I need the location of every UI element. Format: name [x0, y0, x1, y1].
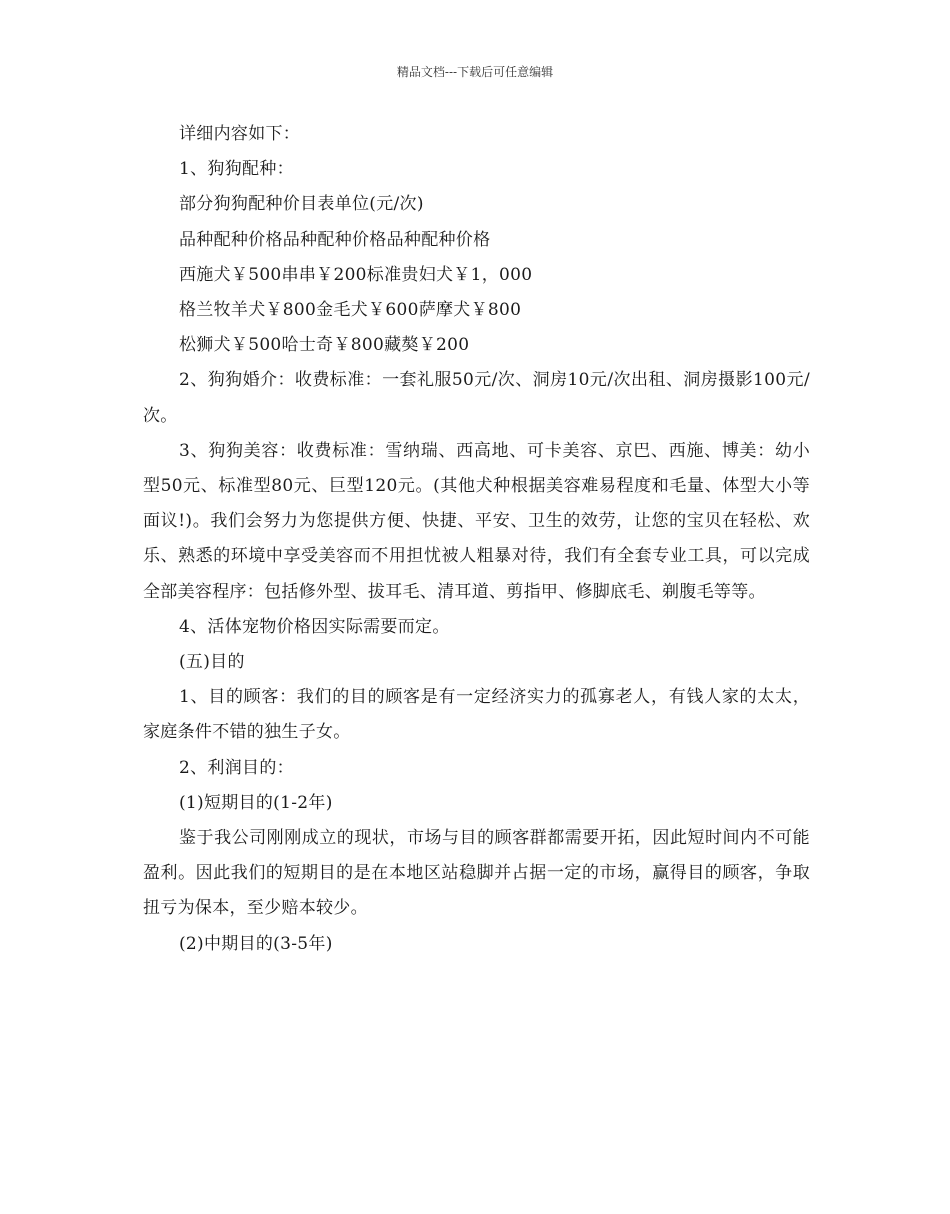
page-header: 精品文档---下载后可任意编辑: [396, 65, 554, 79]
paragraph-dog-grooming: 3、狗狗美容：收费标准：雪纳瑞、西高地、可卡美容、京巴、西施、博美：幼小型50元、标准型80元、巨型120元。(其他犬种根据美容难易程度和毛量、体型大小等面议!)。我们会努力为您提供方便、快捷、平安、卫生的效劳，让您的宝贝在轻松、欢乐、熟悉的环境中享受美容而不用担忧被人粗暴对待，我们有全套专业工具，可以完成全部美容程序：包括修外型、拔耳毛、清耳道、剪指甲、修脚底毛、剃腹毛等等。: [143, 440, 810, 602]
paragraph-target-customers: 1、目的顾客：我们的目的顾客是有一定经济实力的孤寡老人，有钱人家的太太，家庭条件不错的独生子女。: [143, 687, 810, 743]
heading-dog-breeding: 1、狗狗配种：: [179, 159, 294, 180]
paragraph-intro: 详细内容如下：: [179, 124, 301, 144]
heading-mid-term-goal: (2)中期目的(3-5年): [179, 933, 333, 954]
paragraph-live-pet-pricing: 4、活体宠物价格因实际需要而定。: [179, 616, 450, 637]
price-table-row: 西施犬￥500串串￥200标准贵妇犬￥1，000: [179, 264, 533, 285]
price-table-row: 格兰牧羊犬￥800金毛犬￥600萨摩犬￥800: [179, 300, 522, 321]
price-table-caption: 部分狗狗配种价目表单位(元/次): [179, 194, 424, 215]
heading-short-term-goal: (1)短期目的(1-2年): [179, 792, 333, 813]
paragraph-dog-matchmaking: 2、狗狗婚介：收费标准：一套礼服50元/次、洞房10元/次出租、洞房摄影100元/次。: [143, 370, 810, 426]
paragraph-short-term-goal: 鉴于我公司刚刚成立的现状，市场与目的顾客群都需要开拓，因此短时间内不可能盈利。因此我们的短期目的是在本地区站稳脚并占据一定的市场，赢得目的顾客，争取扭亏为保本，至少赔本较少。: [143, 828, 810, 919]
price-table-header-row: 品种配种价格品种配种价格品种配种价格: [179, 229, 491, 250]
price-table-row: 松狮犬￥500哈士奇￥800藏獒￥200: [179, 335, 470, 356]
heading-profit-goals: 2、利润目的：: [179, 757, 294, 778]
section-heading-goals: (五)目的: [179, 652, 245, 673]
document-body: [143, 117, 810, 962]
